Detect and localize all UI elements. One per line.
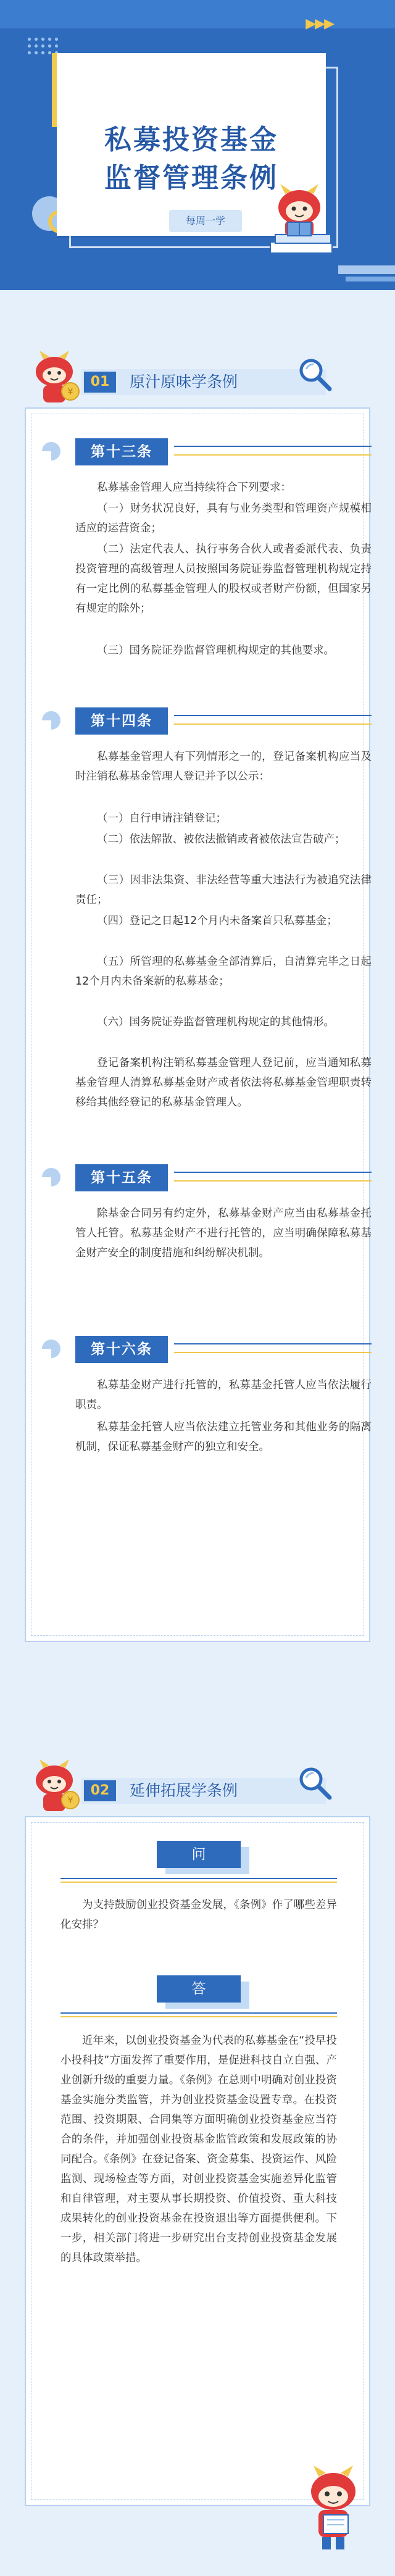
mascot-reading-icon [258, 183, 341, 263]
weekly-badge: 每周一学 [169, 210, 242, 232]
yellow-rule [174, 454, 372, 456]
section-header-2 [25, 1759, 370, 1815]
article-header [75, 1336, 372, 1363]
page-title-line2: 监督管理条例 [104, 162, 278, 194]
article-paragraph: （二）法定代表人、执行事务合伙人或者委派代表、负责投资管理的高级管理人员按照国务院证券监督管理机构规定持有一定比例的私募基金管理人的股权或者财产份额，但国家另有规定的除外； [75, 543, 372, 615]
qa-box [25, 1816, 370, 2506]
section-title: 原汁原味学条例 [130, 373, 238, 391]
mascot-book-icon [290, 2463, 376, 2556]
article-paragraph: （一）财务状况良好，具有与业务类型和管理资产规模相适应的运营资金； [75, 502, 372, 535]
yellow-rule [60, 1882, 337, 1883]
pie-dot-icon [42, 1340, 60, 1358]
article-label: 第十六条 [75, 1336, 168, 1363]
header-bottom-edge [0, 290, 395, 309]
article-paragraph: （二）依法解散、被依法撤销或者被依法宣告破产； [97, 833, 346, 846]
article-label: 第十四条 [75, 707, 168, 735]
section-header-1 [25, 351, 370, 406]
article-label: 第十三条 [75, 438, 168, 465]
regulation-articles-box [25, 407, 370, 1642]
yellow-tab-decoration [52, 53, 57, 127]
magnifier-icon [296, 1764, 333, 1801]
mascot-coin-icon [25, 351, 84, 406]
answer-tab [157, 1975, 249, 2003]
arrow-decoration-icon: ▶▶▶ [306, 16, 333, 31]
header-stripe [0, 0, 395, 28]
yellow-rule [60, 2016, 337, 2017]
article-paragraph: （三）因非法集资、非法经营等重大违法行为被追究法律责任； [75, 874, 372, 906]
magnifier-icon [296, 356, 333, 393]
pie-dot-icon [42, 1168, 60, 1186]
article-paragraph: 私募基金财产进行托管的，私募基金托管人应当依法履行职责。 [75, 1379, 372, 1411]
question-tab [157, 1841, 249, 1868]
article-paragraph: （六）国务院证券监督管理机构规定的其他情形。 [97, 1016, 335, 1028]
yellow-rule [174, 1352, 372, 1353]
article-header [75, 1164, 372, 1191]
blue-rule [174, 446, 372, 447]
article-paragraph: 私募基金管理人有下列情形之一的，登记备案机构应当及时注销私募基金管理人登记并予以公示： [75, 751, 372, 783]
article-paragraph: （四）登记之日起12个月内未备案首只私募基金； [97, 915, 338, 927]
section-title: 延伸拓展学条例 [130, 1782, 238, 1799]
article-label: 第十五条 [75, 1164, 168, 1191]
article-paragraph: 登记备案机构注销私募基金管理人登记前，应当通知私募基金管理人清算私募基金财产或者依法将私募基金管理职责转移给其他经登记的私募基金管理人。 [75, 1057, 372, 1109]
svg-text:¥: ¥ [67, 1796, 73, 1806]
pie-dot-icon [42, 442, 60, 461]
yellow-rule [174, 1180, 372, 1182]
article-paragraph: （五）所管理的私募基金全部清算后，自清算完毕之日起12个月内未备案新的私募基金； [75, 956, 372, 988]
article-paragraph: 私募基金管理人应当持续符合下列要求： [97, 481, 291, 494]
pie-dot-icon [42, 711, 60, 730]
header-banner [0, 0, 395, 309]
article-paragraph: 私募基金托管人应当依法建立托管业务和其他业务的隔离机制，保证私募基金财产的独立和安全。 [75, 1421, 372, 1453]
article-paragraph: （三）国务院证券监督管理机构规定的其他要求。 [97, 644, 335, 657]
question-text: 为支持鼓励创业投资基金发展，《条例》作了哪些差异化安排？ [60, 1899, 337, 1931]
blue-rule [60, 2012, 337, 2014]
yellow-rule [174, 723, 372, 725]
article-header [75, 438, 372, 465]
bar-decoration [338, 265, 395, 274]
bar-decoration-2 [346, 277, 395, 281]
question-label: 问 [157, 1841, 241, 1868]
article-paragraph: 除基金合同另有约定外，私募基金财产应当由私募基金托管人托管。私募基金财产不进行托管的，应当明确保障私募基金财产安全的制度措施和纠纷解决机制。 [75, 1207, 372, 1259]
mascot-coin-icon [25, 1759, 84, 1815]
article-header [75, 707, 372, 735]
answer-text: 近年来，以创业投资基金为代表的私募基金在“投早投小投科技”方面发挥了重要作用，是促进科技自立自强、产业创新升级的重要力量。《条例》在总则中明确对创业投资基金实施分类监管，并为创业投资基金设置专章。在投资范围、投资期限、合同集等方面明确创业投资基金应当符合的条件，并加强创业投资基金监管政策和发展政策的协同配合。《条例》在登记备案、资金募集、投资运作、风险监测、现场检查等方面，对创业投资基金实施差异化监管和自律管理，对主要从事长期投资、价值投资、重大科技成果转化的创业投资基金在投资退出等方面提供便利。下一步，相关部门将进一步研究出台支持创业投资基金发展的具体政策举措。 [60, 2035, 337, 2264]
article-paragraph: （一）自行申请注销登记； [97, 812, 227, 825]
blue-rule [174, 715, 372, 716]
section-number: 02 [84, 1780, 116, 1801]
blue-rule [174, 1172, 372, 1173]
svg-text:¥: ¥ [67, 387, 73, 397]
blue-rule [174, 1343, 372, 1344]
blue-rule [60, 1878, 337, 1879]
answer-label: 答 [157, 1975, 241, 2003]
section-number: 01 [84, 372, 116, 393]
page-title-line1: 私募投资基金 [104, 124, 278, 156]
